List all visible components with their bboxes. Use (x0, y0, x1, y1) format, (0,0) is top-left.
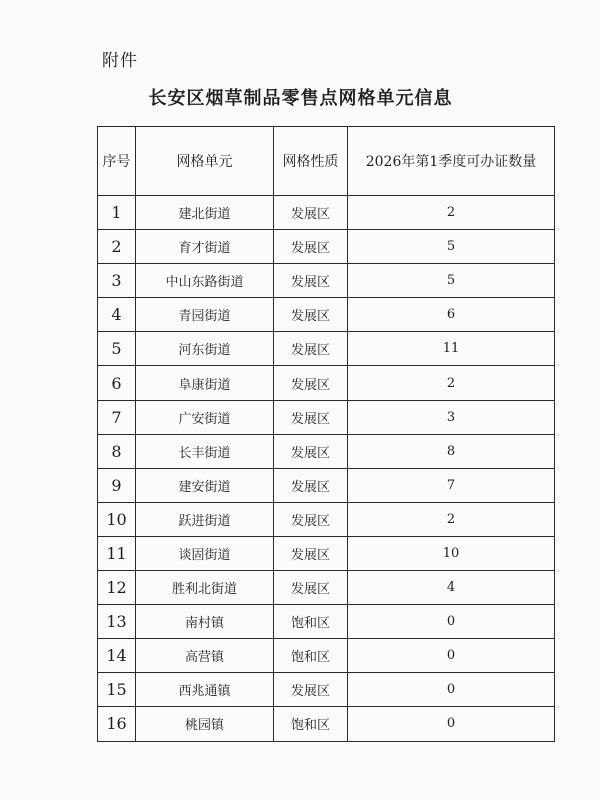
cell-grid-type: 发展区 (274, 332, 348, 366)
cell-grid-type: 发展区 (274, 230, 348, 264)
header-index: 序号 (98, 127, 136, 196)
table-row (98, 264, 555, 298)
cell-index: 11 (98, 536, 136, 570)
cell-grid-type: 发展区 (274, 400, 348, 434)
table-row (98, 332, 555, 366)
cell-index: 16 (98, 707, 136, 741)
cell-index: 3 (98, 264, 136, 298)
header-permit-count: 2026年第1季度可办证数量 (348, 127, 555, 196)
table-row (98, 400, 555, 434)
cell-permit-count: 2 (348, 502, 555, 536)
cell-permit-count: 2 (348, 196, 555, 230)
table-row (98, 639, 555, 673)
cell-permit-count: 6 (348, 298, 555, 332)
cell-index: 2 (98, 230, 136, 264)
cell-grid-unit: 南村镇 (136, 605, 274, 639)
grid-unit-table (97, 126, 555, 742)
cell-index: 15 (98, 673, 136, 707)
table-row (98, 298, 555, 332)
cell-grid-unit: 长丰街道 (136, 434, 274, 468)
cell-permit-count: 0 (348, 639, 555, 673)
cell-permit-count: 10 (348, 536, 555, 570)
cell-index: 10 (98, 502, 136, 536)
table-row (98, 196, 555, 230)
cell-index: 4 (98, 298, 136, 332)
cell-permit-count: 5 (348, 264, 555, 298)
cell-grid-type: 发展区 (274, 366, 348, 400)
cell-index: 7 (98, 400, 136, 434)
cell-permit-count: 8 (348, 434, 555, 468)
cell-index: 1 (98, 196, 136, 230)
cell-grid-type: 发展区 (274, 468, 348, 502)
cell-grid-unit: 谈固街道 (136, 536, 274, 570)
table-row (98, 536, 555, 570)
table-row (98, 707, 555, 741)
cell-permit-count: 0 (348, 605, 555, 639)
cell-grid-type: 发展区 (274, 536, 348, 570)
cell-grid-unit: 育才街道 (136, 230, 274, 264)
cell-grid-unit: 西兆通镇 (136, 673, 274, 707)
cell-grid-unit: 中山东路街道 (136, 264, 274, 298)
cell-grid-type: 发展区 (274, 434, 348, 468)
cell-permit-count: 0 (348, 707, 555, 741)
table-header (98, 127, 555, 196)
cell-permit-count: 5 (348, 230, 555, 264)
cell-index: 9 (98, 468, 136, 502)
table-row (98, 571, 555, 605)
cell-grid-type: 饱和区 (274, 605, 348, 639)
header-row (98, 127, 555, 196)
cell-index: 12 (98, 571, 136, 605)
cell-grid-unit: 建安街道 (136, 468, 274, 502)
cell-permit-count: 3 (348, 400, 555, 434)
cell-grid-unit: 河东街道 (136, 332, 274, 366)
cell-grid-type: 发展区 (274, 196, 348, 230)
table-row (98, 434, 555, 468)
cell-grid-unit: 桃园镇 (136, 707, 274, 741)
cell-grid-type: 发展区 (274, 571, 348, 605)
document-title: 长安区烟草制品零售点网格单元信息 (148, 88, 453, 109)
cell-grid-type: 饱和区 (274, 639, 348, 673)
cell-grid-type: 发展区 (274, 298, 348, 332)
cell-grid-unit: 广安街道 (136, 400, 274, 434)
cell-index: 5 (98, 332, 136, 366)
cell-grid-type: 发展区 (274, 264, 348, 298)
cell-grid-unit: 高营镇 (136, 639, 274, 673)
table-row (98, 673, 555, 707)
header-grid-unit: 网格单元 (136, 127, 274, 196)
table-row (98, 468, 555, 502)
cell-index: 14 (98, 639, 136, 673)
cell-grid-type: 发展区 (274, 673, 348, 707)
cell-permit-count: 7 (348, 468, 555, 502)
cell-grid-unit: 胜利北街道 (136, 571, 274, 605)
header-grid-type: 网格性质 (274, 127, 348, 196)
table-row (98, 230, 555, 264)
cell-grid-type: 发展区 (274, 502, 348, 536)
cell-index: 8 (98, 434, 136, 468)
cell-permit-count: 0 (348, 673, 555, 707)
cell-grid-unit: 跃进街道 (136, 502, 274, 536)
cell-grid-type: 饱和区 (274, 707, 348, 741)
cell-grid-unit: 青园街道 (136, 298, 274, 332)
cell-permit-count: 2 (348, 366, 555, 400)
table-row (98, 502, 555, 536)
table-row (98, 366, 555, 400)
cell-permit-count: 11 (348, 332, 555, 366)
cell-grid-unit: 阜康街道 (136, 366, 274, 400)
table-row (98, 605, 555, 639)
table-body (98, 196, 555, 742)
cell-grid-unit: 建北街道 (136, 196, 274, 230)
cell-index: 6 (98, 366, 136, 400)
cell-permit-count: 4 (348, 571, 555, 605)
cell-index: 13 (98, 605, 136, 639)
attachment-label: 附件 (102, 51, 138, 71)
